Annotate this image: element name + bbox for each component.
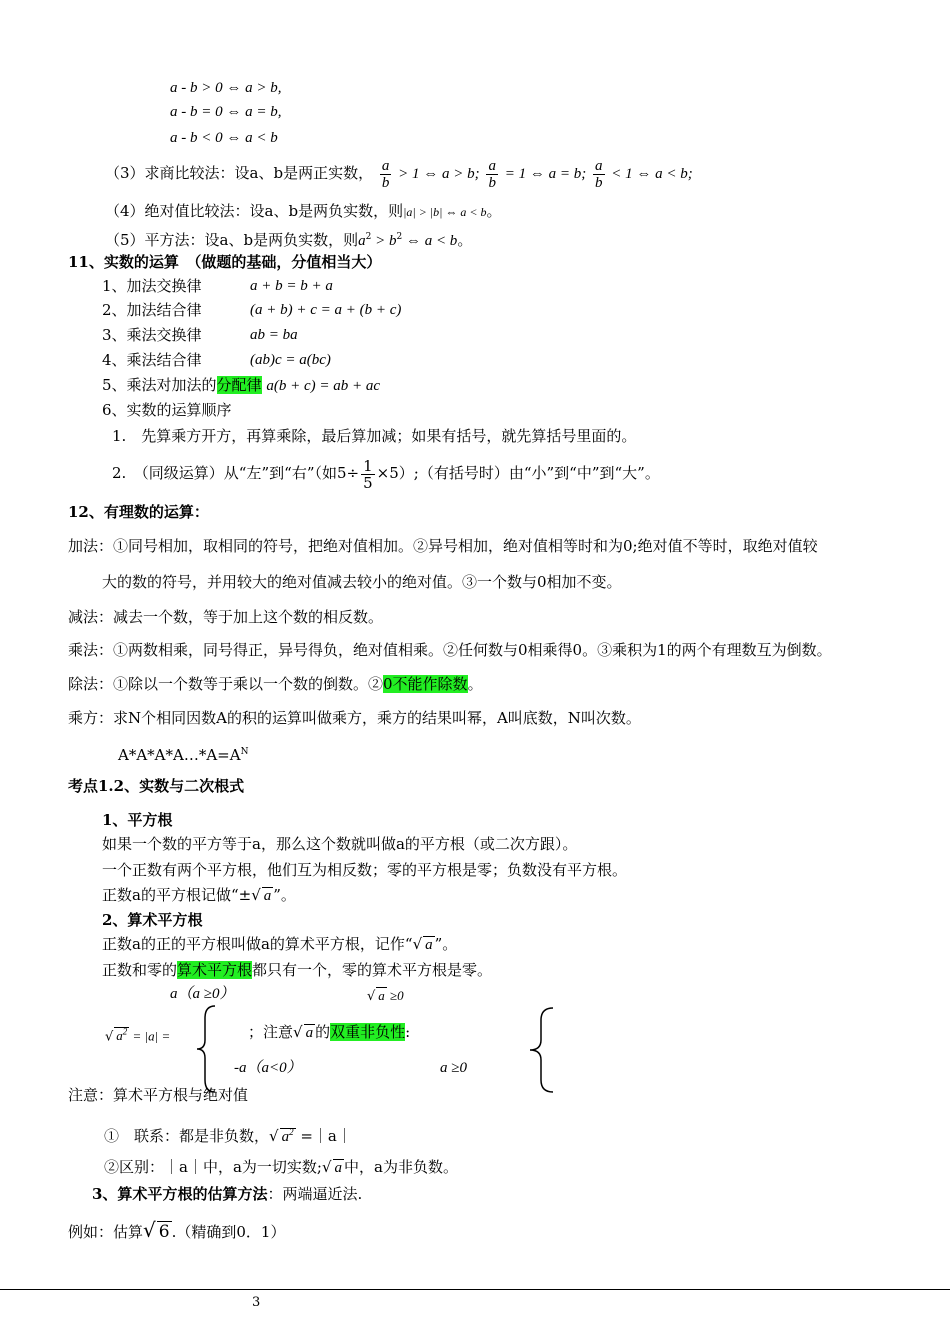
fraction: $\frac{a}{b}$: [595, 157, 603, 191]
case-positive: a（a ≥0）: [170, 986, 235, 1002]
law-3: 3、乘法交换律 ab = ba: [102, 326, 298, 344]
attention-note: 注意：算术平方根与绝对值: [68, 1086, 249, 1104]
abs-compare: （4）绝对值比较法：设a、b是两负实数，则|a| > |b| ⇔ a < b。: [105, 202, 502, 220]
highlight: 算术平方根: [177, 961, 253, 979]
fraction: $\frac{a}{b}$: [381, 157, 390, 191]
rhs-line-2: a ≥0: [440, 1060, 467, 1076]
order-rule-1: 1. 先算乘方开方，再算乘除，最后算加减；如果有括号，就先算括号里面的。: [112, 427, 637, 445]
right-brace: [527, 1006, 555, 1094]
arith-sqrt-title: 2、算术平方根: [102, 911, 203, 929]
fraction: $\frac{a}{b}$: [488, 157, 496, 191]
sqrt-title: 1、平方根: [102, 811, 173, 829]
arith-sqrt-def-2: 正数和零的算术平方根都只有一个，零的算术平方根是零。: [102, 961, 493, 979]
add-rule-2: 大的数的符号，并用较大的绝对值减去较小的绝对值。③一个数与0相加不变。: [102, 573, 622, 591]
left-brace: [195, 1004, 219, 1094]
arith-sqrt-def-1: 正数a的正的平方根叫做a的算术平方根，记作“√ a ”。: [102, 935, 458, 953]
law-4: 4、乘法结合律 (ab)c = a(bc): [102, 351, 331, 369]
difference-line: ②区别：｜a｜中，a为一切实数;√ a 中，a为非负数。: [104, 1158, 458, 1176]
quotient-compare: （3）求商比较法：设a、b是两正实数， $\frac{a}{b}$ > 1 ⇔ a > b; $\frac{a}{b}$ = 1 ⇔ a = b; $\frac{a}{b}$ < 1 ⇔ a < b;: [105, 157, 693, 191]
compare-line-2: a - b = 0 ⇔ a = b,: [170, 104, 282, 120]
law-5: 5、乘法对加法的分配律 a(b + c) = ab + ac: [102, 376, 381, 394]
highlight: 分配律: [216, 376, 262, 394]
sub-rule: 减法：减去一个数，等于加上这个数的相反数。: [68, 608, 384, 626]
compare-line-1: a - b > 0 ⇔ a > b,: [170, 80, 282, 96]
sqrt-def-3: 正数a的平方根记做“±√ a ”。: [102, 886, 296, 904]
double-nonneg-note: ；注意√ a 的双重非负性:: [248, 1023, 411, 1041]
highlight: 0不能作除数: [383, 675, 468, 693]
case-negative: -a（a<0）: [234, 1060, 302, 1076]
mul-rule: 乘法：①两数相乘，同号得正，异号得负，绝对值相乘。②任何数与0相乘得0。③乘积为1的两个有理数互为倒数。: [68, 641, 832, 659]
order-rule-2: 2. （同级运算）从“左”到“右”（如5÷ $\frac{1}{5}$ ×5）;（有括号时）由“小”到“中”到“大”。: [112, 456, 660, 492]
example-line: 例如：估算√ 6 .（精确到0．1）: [68, 1218, 286, 1242]
relation-line: ① 联系：都是非负数，√ $a^2$ =｜a｜: [104, 1127, 352, 1145]
page-number: 3: [252, 1295, 261, 1310]
fraction: $\frac{1}{5}$: [363, 456, 373, 492]
section-11-title: 11、实数的运算 （做题的基础，分值相当大）: [68, 253, 382, 271]
section-12-title: 12、有理数的运算：: [68, 503, 209, 521]
sqrt-def-2: 一个正数有两个平方根，他们互为相反数；零的平方根是零；负数没有平方根。: [102, 861, 628, 879]
estimate-title: 3、算术平方根的估算方法：两端逼近法.: [92, 1185, 363, 1203]
law-1: 1、加法交换律 a + b = b + a: [102, 277, 333, 295]
div-rule: 除法：①除以一个数等于乘以一个数的倒数。②0不能作除数。: [68, 675, 483, 693]
law-2: 2、加法结合律 (a + b) + c = a + (b + c): [102, 301, 402, 319]
topic-title: 考点1.2、实数与二次根式: [68, 777, 245, 795]
add-rule-1: 加法：①同号相加，取相同的符号，把绝对值相加。②异号相加，绝对值相等时和为0;绝对值不等时，取绝对值较: [68, 537, 818, 555]
sqrt-abs-lhs: √ $a^2 = |a|$ =: [105, 1027, 171, 1045]
sqrt-def-1: 如果一个数的平方等于a，那么这个数就叫做a的平方根（或二次方跟）。: [102, 835, 578, 853]
pow-rule: 乘方：求N个相同因数A的积的运算叫做乘方，乘方的结果叫幂，A叫底数，N叫次数。: [68, 709, 641, 727]
rhs-line-1: √ a ≥0: [367, 988, 404, 1004]
compare-line-3: a - b < 0 ⇔ a < b: [170, 130, 278, 146]
pow-expr: $A*A*A*A\dots*A=A^N$: [118, 746, 249, 764]
square-compare: （5）平方法：设a、b是两负实数，则$a^2 > b^2$ ⇔ a < b。: [105, 231, 473, 249]
highlight: 双重非负性: [330, 1023, 406, 1041]
footer-rule: [0, 1289, 950, 1290]
operation-order: 6、实数的运算顺序: [102, 401, 232, 419]
